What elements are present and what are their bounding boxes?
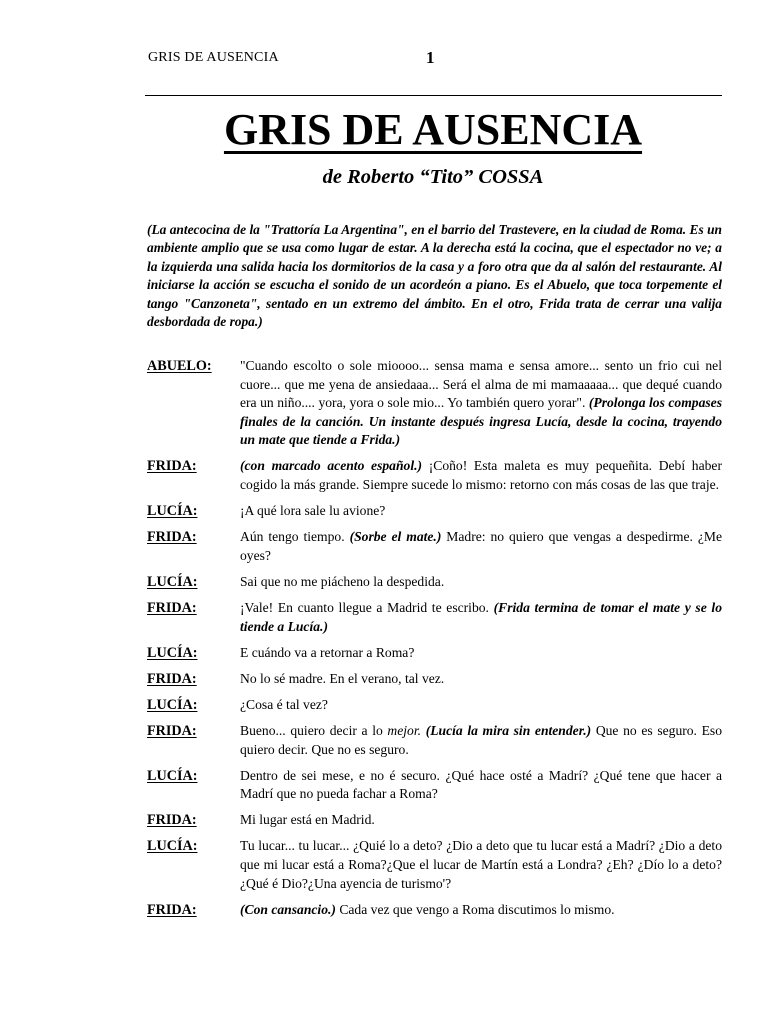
spoken-text: Tu lucar... tu lucar... ¿Quié lo a deto? ¿Dio a deto que tu lucar está a Madrí? ¿Dio a deto que mi lucar está a Roma?¿Que el lucar de Martín está a Londra? ¿Eh? ¿Dío lo a deto? ¿Qué é Dio?¿Una ayencia de turismo'? [240,838,722,891]
speaker-name: LUCÍA: [147,573,198,590]
page-number: 1 [426,48,435,67]
speech-text [240,670,722,689]
spoken-text: Cada vez que vengo a Roma discutimos lo mismo. [335,901,615,917]
spoken-text: Bueno... quiero decir a lo [240,723,388,738]
speech-text [240,357,722,450]
dialogue-line [147,502,722,521]
dialogue-line [147,670,722,689]
spoken-text: ¡A qué lora sale lu avione? [240,503,386,519]
speaker-name: FRIDA: [147,812,197,829]
emphasis-text: mejor. [387,723,422,738]
dialogue-line [147,457,722,494]
speech-text [240,644,722,663]
spoken-text: Aún tengo tiempo. [240,529,350,545]
speech-text [240,811,722,830]
spoken-text: ¡Coño! Esta maleta es muy pequeñita. Debí haber cogido la más grande. Siempre sucede lo mismo: retorno con más cosas de las que traje. [240,458,722,493]
speech-text [240,599,722,636]
dialogue-line [147,573,722,592]
speaker-name: FRIDA: [147,529,197,546]
speech-text [240,722,722,759]
speaker-name: LUCÍA: [147,838,198,855]
spoken-text: No lo sé madre. En el verano, tal vez. [240,670,445,686]
spoken-text: "Cuando escolto o sole mioooo... sensa mama e sensa amore... sento un frio cui nel cuore... que me yena de ansiedaaa... Será el alma de mi mamaaaaa... que dequé cuando era un niño.... yora, yora o sole mio... Yo también quero yorar". [240,358,722,411]
opening-stage-direction: (La antecocina de la "Trattoría La Argentina", en el barrio del Trastevere, en la ciudad de Roma. Es un ambiente amplio que se usa como lugar de estar. A la derecha está la cocina, que el espectador no ve; a la izquierda una salida hacia los dormitorios de la casa y a foro otra que da al salón del restaurante. Al iniciarse la acción se escucha el sonido de un acordeón a piano. Es el Abuelo, que toca torpemente el tango "Canzoneta", sentado en un extremo del ámbito. En el otro, Frida trata de cerrar una valija desbordada de ropa.) [147,222,722,330]
dialogue-line [147,837,722,893]
dialogue-line [147,528,722,565]
speech-text [240,528,722,565]
speaker-name: FRIDA: [147,600,197,617]
running-header-title: GRIS DE AUSENCIA [148,50,279,65]
spoken-text: Sai que no me piácheno la despedida. [240,573,445,589]
dialogue-line [147,722,722,759]
dialogue-line [147,767,722,804]
speech-text [240,502,722,521]
speech-text [240,901,722,920]
speech-text [240,696,722,715]
spoken-text: E cuándo va a retornar a Roma? [240,644,415,660]
speaker-name: FRIDA: [147,458,197,475]
speaker-name: LUCÍA: [147,767,198,784]
dialogue-line [147,696,722,715]
spoken-text: Mi lugar está en Madrid. [240,812,375,828]
speaker-name: ABUELO: [147,358,212,374]
dialogue-line [147,644,722,663]
dialogue-line [147,811,722,830]
speech-text [240,767,722,804]
spoken-text: ¡Vale! En cuanto llegue a Madrid te escribo. [240,600,494,616]
header-rule [145,95,722,96]
stage-direction: (Con cansancio.) [240,901,336,917]
dialogue-line [147,599,722,636]
spoken-text: Madre: no quiero que vengas a despedirme. ¿Me oyes? [240,529,723,563]
speaker-name: LUCÍA: [147,503,198,520]
stage-direction: (Prolonga los compases finales de la canción. Un instante después ingresa Lucía, desde la cocina, trayendo un mate que tiende a Frida.) [240,395,723,448]
stage-direction: (con marcado acento español.) [240,458,429,474]
speaker-name: FRIDA: [147,901,197,918]
stage-direction: (Sorbe el mate.) [349,529,442,545]
speaker-name: LUCÍA: [147,696,198,713]
author-byline: de Roberto “Tito” COSSA [322,166,544,188]
spoken-text: ¿Cosa é tal vez? [240,696,328,712]
speaker-name: LUCÍA: [147,644,198,661]
stage-direction: (Lucía la mira sin entender.) [425,723,592,738]
stage-direction: (Frida termina de tomar el mate y se lo tiende a Lucía.) [240,600,722,634]
dialogue-list [147,357,722,927]
speech-text [240,457,722,494]
spoken-text: Dentro de sei mese, e no é securo. ¿Qué hace osté a Madrí? ¿Qué tene que hacer a Madrí que no pueda fachar a Roma? [240,767,722,802]
dialogue-line [147,901,722,920]
dialogue-line [147,357,722,450]
speech-text [240,573,722,592]
speaker-name: FRIDA: [147,670,197,687]
speech-text [240,837,722,893]
play-title: GRIS DE AUSENCIA [223,105,643,154]
speaker-name: FRIDA: [147,723,197,739]
spoken-text: Que no es seguro. Eso quiero decir. Que no es seguro. [240,723,722,757]
